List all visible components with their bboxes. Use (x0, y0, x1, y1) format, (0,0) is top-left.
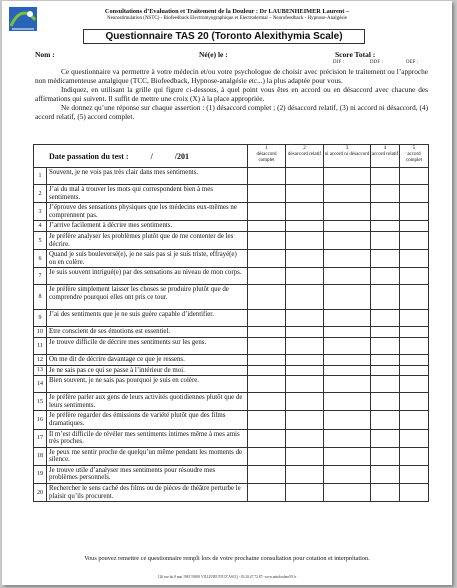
answer-checkbox-cell[interactable] (400, 168, 429, 185)
question-row (34, 285, 429, 310)
question-row (34, 231, 429, 249)
answer-checkbox-cell[interactable] (371, 354, 400, 365)
oef-label: OEF : (406, 60, 419, 65)
answer-checkbox-cell[interactable] (286, 327, 324, 338)
answer-checkbox-cell[interactable] (324, 393, 371, 411)
question-text: Je préfère simplement laisser les choses se produire plutôt que de comprendre pourquoi elles ont pris ce tour. (47, 285, 248, 310)
questionnaire-title: Questionnaire TAS 20 (Toronto Alexithymia Scale) (83, 29, 365, 44)
nom-field[interactable]: Nom : (35, 50, 55, 59)
answer-checkbox-cell[interactable] (400, 203, 429, 221)
answer-checkbox-cell[interactable] (286, 365, 324, 376)
answer-checkbox-cell[interactable] (248, 268, 286, 285)
answer-checkbox-cell[interactable] (248, 327, 286, 338)
answer-checkbox-cell[interactable] (400, 365, 429, 376)
question-number: 13 (34, 365, 47, 376)
answer-checkbox-cell[interactable] (248, 285, 286, 310)
test-date-cell[interactable] (34, 145, 248, 168)
answer-checkbox-cell[interactable] (371, 365, 400, 376)
answer-checkbox-cell[interactable] (248, 365, 286, 376)
answer-checkbox-cell[interactable] (400, 231, 429, 249)
question-row (34, 354, 429, 365)
grid-header-row (34, 145, 429, 168)
answer-checkbox-cell[interactable] (286, 221, 324, 232)
question-row (34, 327, 429, 338)
answer-checkbox-cell[interactable] (400, 327, 429, 338)
question-text: J’éprouve des sensations physiques que les médecins eux-mêmes ne comprennent pas. (47, 203, 248, 221)
question-number: 6 (34, 250, 47, 268)
answer-checkbox-cell[interactable] (324, 231, 371, 249)
test-date-separator: / (150, 151, 153, 161)
answer-checkbox-cell[interactable] (371, 268, 400, 285)
answer-checkbox-cell[interactable] (286, 376, 324, 393)
question-row (34, 465, 429, 483)
question-text: J’ai des sentiments que je ne suis guère capable d’identifier. (47, 310, 248, 327)
answer-checkbox-cell[interactable] (371, 285, 400, 310)
answer-checkbox-cell[interactable] (400, 285, 429, 310)
question-row (34, 365, 429, 376)
question-number: 14 (34, 376, 47, 393)
answer-checkbox-cell[interactable] (248, 376, 286, 393)
answer-checkbox-cell[interactable] (286, 354, 324, 365)
answer-checkbox-cell[interactable] (371, 447, 400, 465)
answer-checkbox-cell[interactable] (400, 447, 429, 465)
ddf-label: DDF : (370, 60, 384, 65)
answer-checkbox-cell[interactable] (400, 484, 429, 502)
answer-checkbox-cell[interactable] (400, 185, 429, 203)
answer-checkbox-cell[interactable] (324, 354, 371, 365)
question-number: 2 (34, 185, 47, 203)
answer-checkbox-cell[interactable] (324, 268, 371, 285)
column-header: 3 ni accord ni désaccord (324, 145, 371, 168)
answer-checkbox-cell[interactable] (371, 250, 400, 268)
question-row (34, 310, 429, 327)
answer-checkbox-cell[interactable] (400, 411, 429, 429)
answer-checkbox-cell[interactable] (371, 310, 400, 327)
answer-checkbox-cell[interactable] (286, 447, 324, 465)
answer-checkbox-cell[interactable] (324, 365, 371, 376)
question-row (34, 185, 429, 203)
answer-checkbox-cell[interactable] (286, 429, 324, 447)
answer-checkbox-cell[interactable] (400, 268, 429, 285)
answer-checkbox-cell[interactable] (286, 337, 324, 354)
test-date-year: /201 (174, 151, 190, 161)
footer-note: Vous pouvez remettre ce questionnaire rempli lors de votre prochaine consultation pour cotation et interprétation. (84, 555, 370, 562)
question-text: Je ne sais pas ce qui se passe à l’intérieur de moi. (47, 365, 248, 376)
birthdate-field[interactable]: Né(e) le : (199, 50, 228, 59)
answer-checkbox-cell[interactable] (371, 411, 400, 429)
question-number: 1 (34, 168, 47, 185)
answer-checkbox-cell[interactable] (248, 203, 286, 221)
answer-checkbox-cell[interactable] (371, 337, 400, 354)
question-number: 10 (34, 327, 47, 338)
answer-checkbox-cell[interactable] (286, 250, 324, 268)
answer-checkbox-cell[interactable] (286, 310, 324, 327)
answer-checkbox-cell[interactable] (371, 168, 400, 185)
answer-checkbox-cell[interactable] (248, 411, 286, 429)
test-date-label: Date passation du test : (49, 151, 129, 161)
answer-checkbox-cell[interactable] (248, 337, 286, 354)
question-row (34, 221, 429, 232)
answer-checkbox-cell[interactable] (324, 411, 371, 429)
answer-checkbox-cell[interactable] (324, 327, 371, 338)
answer-checkbox-cell[interactable] (324, 285, 371, 310)
answer-checkbox-cell[interactable] (286, 203, 324, 221)
answer-checkbox-cell[interactable] (324, 185, 371, 203)
question-number: 16 (34, 411, 47, 429)
answer-checkbox-cell[interactable] (324, 447, 371, 465)
question-number: 15 (34, 393, 47, 411)
answer-grid (33, 144, 429, 502)
column-header: 5 accord complet (400, 145, 429, 168)
answer-checkbox-cell[interactable] (324, 337, 371, 354)
answer-checkbox-cell[interactable] (248, 221, 286, 232)
column-header: 1 désaccord complet (248, 145, 286, 168)
intro-paragraph: Indiquez, en utilisant la grille qui figure ci-dessous, à quel point vous êtes en accord ou en désaccord avec chacune des affirmations qui suivent. Il suffit de mettre une croix (X) à la place appropriée. (35, 85, 428, 103)
question-number: 17 (34, 429, 47, 447)
answer-checkbox-cell[interactable] (324, 484, 371, 502)
answer-checkbox-cell[interactable] (286, 168, 324, 185)
answer-checkbox-cell[interactable] (324, 429, 371, 447)
question-number: 7 (34, 268, 47, 285)
question-row (34, 447, 429, 465)
question-text: Je suis souvent intrigué(e) par des sensations au niveau de mon corps. (47, 268, 248, 285)
question-text: Je préfère analyser les problèmes plutôt que de me contenter de les décrire. (47, 231, 248, 249)
header-subtitle: Neurostimulation (NSTC) - Biofeedback Electromyographique et Electrodermal – Neurofeedback - Hypnose-Analgésie (107, 16, 347, 21)
question-text: Etre conscient de ses émotions est essentiel. (47, 327, 248, 338)
question-number: 11 (34, 337, 47, 354)
answer-checkbox-cell[interactable] (371, 327, 400, 338)
question-text: Il m’est difficile de révéler mes sentiments intimes même à mes amis très proches. (47, 429, 248, 447)
question-row (34, 268, 429, 285)
answer-checkbox-cell[interactable] (400, 429, 429, 447)
question-text: Je préfère parler aux gens de leurs activités quotidiennes plutôt que de leurs sentiments. (47, 393, 248, 411)
answer-checkbox-cell[interactable] (248, 231, 286, 249)
answer-checkbox-cell[interactable] (248, 168, 286, 185)
intro-paragraph: Ne donnez qu’une réponse sur chaque assertion : (1) désaccord complet ; (2) désaccord relatif, (3) ni accord ni désaccord, (4) accord relatif, (5) accord complet. (35, 103, 428, 121)
answer-checkbox-cell[interactable] (371, 393, 400, 411)
question-number: 3 (34, 203, 47, 221)
answer-checkbox-cell[interactable] (248, 447, 286, 465)
question-row (34, 393, 429, 411)
answer-checkbox-cell[interactable] (400, 393, 429, 411)
answer-checkbox-cell[interactable] (248, 393, 286, 411)
question-number: 18 (34, 447, 47, 465)
header-title: Consultations d’Evaluation et Traitement de la Douleur : Dr LAUBENHEIMER Laurent – (104, 8, 350, 15)
answer-checkbox-cell[interactable] (324, 465, 371, 483)
question-row (34, 250, 429, 268)
question-text: Souvent, je ne vois pas très clair dans mes sentiments. (47, 168, 248, 185)
answer-checkbox-cell[interactable] (324, 310, 371, 327)
document-page (2, 1, 452, 585)
answer-checkbox-cell[interactable] (324, 250, 371, 268)
answer-checkbox-cell[interactable] (371, 203, 400, 221)
column-header: 2 désaccord relatif (286, 145, 324, 168)
answer-checkbox-cell[interactable] (248, 310, 286, 327)
intro-paragraph: Ce questionnaire va permettre à votre médecin et/ou votre psychologue de choisir avec précision le traitement ou l’approche non médicamenteuse antalgique (TCC, Biofeedback, Hypnose-analgésie etc...) la plus adaptée pour vous. (35, 67, 428, 85)
answer-checkbox-cell[interactable] (248, 185, 286, 203)
answer-checkbox-cell[interactable] (248, 465, 286, 483)
answer-checkbox-cell[interactable] (286, 465, 324, 483)
answer-checkbox-cell[interactable] (324, 203, 371, 221)
question-text: Bien souvent, je ne sais pas pourquoi je suis en colère. (47, 376, 248, 393)
answer-checkbox-cell[interactable] (371, 465, 400, 483)
answer-checkbox-cell[interactable] (248, 250, 286, 268)
question-number: 9 (34, 310, 47, 327)
answer-checkbox-cell[interactable] (400, 310, 429, 327)
answer-checkbox-cell[interactable] (371, 231, 400, 249)
question-text: J’ai du mal à trouver les mots qui correspondent bien à mes sentiments. (47, 185, 248, 203)
answer-checkbox-cell[interactable] (324, 221, 371, 232)
answer-checkbox-cell[interactable] (400, 221, 429, 232)
question-text: J’arrive facilement à décrire mes sentiments. (47, 221, 248, 232)
dif-label: DIF : (333, 60, 345, 65)
question-row (34, 484, 429, 502)
column-header: 4 accord relatif (371, 145, 400, 168)
question-row (34, 376, 429, 393)
answer-checkbox-cell[interactable] (248, 354, 286, 365)
answer-checkbox-cell[interactable] (400, 337, 429, 354)
question-number: 4 (34, 221, 47, 232)
answer-checkbox-cell[interactable] (371, 185, 400, 203)
answer-checkbox-cell[interactable] (286, 268, 324, 285)
answer-checkbox-cell[interactable] (286, 484, 324, 502)
answer-checkbox-cell[interactable] (286, 185, 324, 203)
answer-checkbox-cell[interactable] (400, 250, 429, 268)
answer-checkbox-cell[interactable] (324, 168, 371, 185)
answer-checkbox-cell[interactable] (286, 231, 324, 249)
question-row (34, 429, 429, 447)
answer-checkbox-cell[interactable] (286, 393, 324, 411)
question-text: Je trouve difficile de décrire mes sentiments sur les gens. (47, 337, 248, 354)
answer-checkbox-cell[interactable] (400, 354, 429, 365)
question-text: Je peux me sentir proche de quelqu’un même pendant les moments de silence. (47, 447, 248, 465)
question-row (34, 411, 429, 429)
answer-checkbox-cell[interactable] (286, 285, 324, 310)
answer-checkbox-cell[interactable] (400, 376, 429, 393)
question-text: On me dit de décrire davantage ce que je ressens. (47, 354, 248, 365)
answer-checkbox-cell[interactable] (371, 429, 400, 447)
question-row (34, 337, 429, 354)
question-number: 5 (34, 231, 47, 249)
question-text: Je trouve utile d’analyser mes sentiments pour résoudre mes problèmes personnels. (47, 465, 248, 483)
answer-checkbox-cell[interactable] (371, 376, 400, 393)
question-number: 8 (34, 285, 47, 310)
question-text: Quand je suis bouleversé(e), je ne sais pas si je suis triste, effrayé(e) ou en colère. (47, 250, 248, 268)
answer-checkbox-cell[interactable] (248, 429, 286, 447)
instructions (35, 67, 428, 121)
question-number: 20 (34, 484, 47, 502)
answer-checkbox-cell[interactable] (324, 376, 371, 393)
answer-checkbox-cell[interactable] (400, 465, 429, 483)
question-text: Je préfère regarder des émissions de variété plutôt que des films dramatiques. (47, 411, 248, 429)
answer-checkbox-cell[interactable] (248, 484, 286, 502)
score-field[interactable]: Score Total : (335, 50, 376, 59)
question-number: 12 (34, 354, 47, 365)
answer-checkbox-cell[interactable] (286, 411, 324, 429)
question-text: Rechercher le sens caché des films ou de pièces de théâtre perturbe le plaisir qu’ils procurent. (47, 484, 248, 502)
question-row (34, 168, 429, 185)
footer-address: 126 rue du 8 mai 1945 59650 VILLENEUVE D’ASCQ - 03.20.47.72.87- www.antidouleur59.fr (157, 575, 297, 579)
question-row (34, 203, 429, 221)
answer-checkbox-cell[interactable] (371, 221, 400, 232)
answer-checkbox-cell[interactable] (371, 484, 400, 502)
question-number: 19 (34, 465, 47, 483)
